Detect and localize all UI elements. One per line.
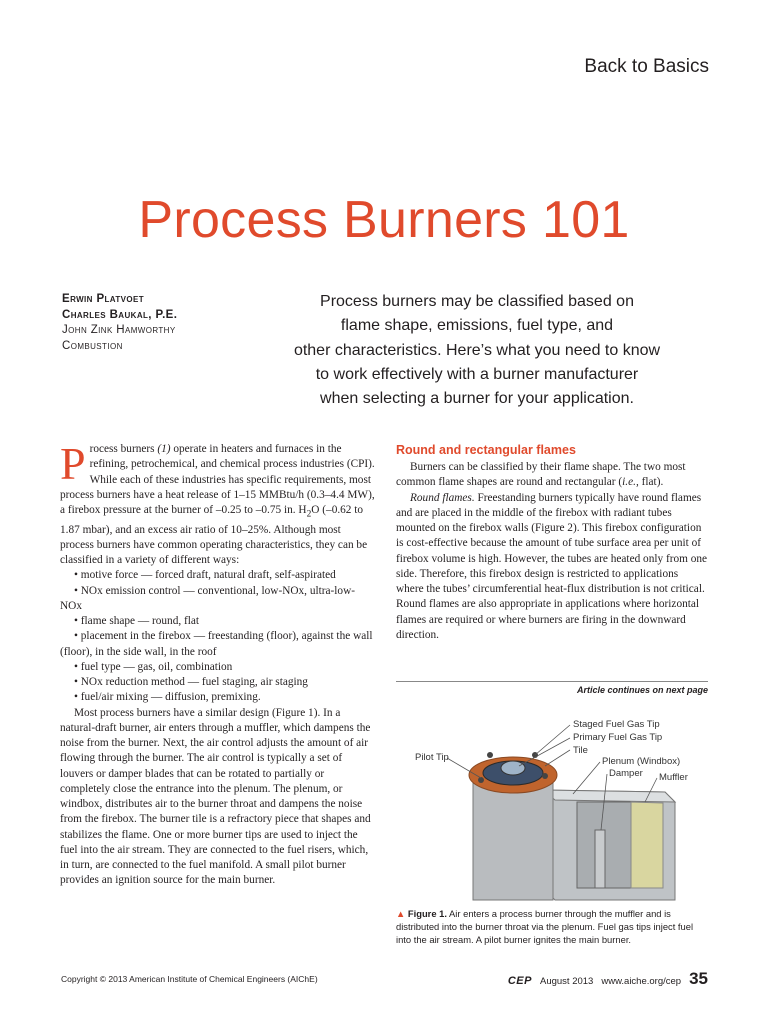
right-column: [396, 442, 708, 643]
bullet-item: • motive force — forced draft, natural draft, self-aspirated: [74, 569, 336, 582]
author-name: Erwin Platvoet: [62, 293, 145, 305]
caption-marker-icon: ▲: [396, 908, 406, 919]
section-label: Back to Basics: [584, 56, 709, 77]
figure-1: [395, 710, 715, 905]
folio: [508, 969, 708, 989]
left-column: [60, 438, 375, 889]
body-paragraph: [396, 460, 708, 491]
staged-tip: [542, 773, 548, 779]
continues-note: Article continues on next page: [576, 685, 708, 695]
bullet-item: • flame shape — round, flat: [74, 615, 200, 627]
bullet-item: • placement in the firebox — freestanding (floor), against the wall (floor), in the side wall, in the roof: [60, 630, 373, 658]
bullet-item: • fuel/air mixing — diffusion, premixing.: [74, 691, 261, 704]
burner-illustration: [395, 710, 715, 905]
run-in-head: Round flames.: [410, 491, 475, 504]
reference-number: (1): [157, 443, 171, 455]
callout-tile: Tile: [573, 745, 588, 756]
leader-line: [573, 762, 600, 794]
deck-line: Process burners may be classified based on: [320, 293, 634, 310]
page-title: Process Burners 101: [138, 191, 630, 249]
plenum-top: [543, 790, 675, 802]
body-paragraph: [396, 491, 708, 644]
body-text: Burners can be classified by their flame shape. The two most common flame shapes are round and rectangular (: [396, 461, 686, 489]
callout-primary: Primary Fuel Gas Tip: [573, 732, 663, 743]
leader-line: [545, 750, 570, 766]
damper-blade: [595, 830, 605, 888]
callout-plenum: Plenum (Windbox): [602, 756, 681, 767]
journal-url: www.aiche.org/cep: [601, 976, 682, 987]
deck-line: to work effectively with a burner manufacturer: [315, 365, 639, 383]
callout-staged: Staged Fuel Gas Tip: [573, 719, 660, 730]
muffler-insulation: [631, 802, 663, 888]
caption-label: Figure 1.: [407, 908, 447, 919]
intro-text: operate in heaters and furnaces in the refining, petrochemical, and chemical process industries (CPI). While each of these industries has specific requirements, most process burners have a heat release of 1–15 MMBtu/h (0.3–4.4 MW), a firebox pressure at the burner of –0.25 to –0.75 in. H: [60, 443, 375, 516]
callout-muffler: Muffler: [659, 772, 688, 783]
body-text-italic: i.e.,: [622, 476, 639, 489]
deck-line: flame shape, emissions, fuel type, and: [340, 317, 614, 335]
bullet-item: • NOx reduction method — fuel staging, air staging: [74, 676, 308, 688]
author-affiliation: Combustion: [62, 339, 123, 352]
body-paragraph: Most process burners have a similar design (Figure 1). In a natural-draft burner, air enters through a muffler, which dampens the noise from the burner. Next, the air control adjusts the amount of air flowing through the burner. The air control is typically a set of louvers or damper blades that can be rotated to partially or completely close the entrance into the plenum. The plenum, or windbox, distributes air to the burner throat and dampens the noise from the firebox. The burner tile is a refractory piece that shapes and stabilizes the flame. One or more burner tips are used to inject the fuel into the air stream. They are connected to the fuel risers, which, in turn, are connected to the fuel manifold. A small pilot burner provides an ignition source for the main burner.: [60, 706, 371, 887]
cep-logo: CEP: [507, 975, 532, 987]
divider: [396, 681, 708, 682]
drop-cap: P: [60, 438, 86, 489]
section-subhead: Round and rectangular flames: [396, 443, 576, 457]
callout-damper: Damper: [609, 768, 643, 779]
callout-pilot: Pilot Tip: [415, 752, 449, 763]
leader-line: [535, 725, 570, 755]
primary-tip: [501, 761, 525, 775]
subscript: 2: [306, 509, 312, 520]
burner-cylinder: [473, 775, 553, 900]
issue-date: August 2013: [539, 976, 594, 987]
body-text: Freestanding burners typically have round flames and are placed in the middle of the firebox with radiant tubes mounted on the firebox walls (Figure 2). This firebox configuration is cost-effective because the amount of tube surface area per unit of firebox volume is high. However, the tubes are heated only from one side. Therefore, this firebox design is restricted to applications where the tubes’ circumferential heat-flux distribution is not critical. Round flames are also appropriate in applications where horizontal flames are required or where burners are firing in the downward direction.: [396, 491, 708, 641]
body-text: flat).: [638, 476, 664, 489]
deck-line: other characteristics. Here’s what you need to know: [293, 341, 661, 359]
intro-text: O (–0.62 to 1.87 mbar), and an excess air ratio of 10–25%. Although most process burners have common operating characteristics, they can be classified in a variety of different ways:: [60, 504, 368, 566]
bullet-item: • fuel type — gas, oil, combination: [74, 660, 233, 673]
page-number: 35: [689, 969, 708, 988]
staged-tip: [487, 752, 493, 758]
caption-text: Air enters a process burner through the muffler and is distributed into the burner throat via the plenum. Fuel gas tips inject fuel into the air stream. A pilot burner ignites the main burner.: [396, 908, 694, 945]
article-deck: [262, 290, 692, 411]
figure-caption: [396, 907, 708, 946]
deck-line: when selecting a burner for your application.: [320, 390, 634, 408]
author-name: Charles Baukal, P.E.: [62, 308, 178, 321]
intro-paragraph: [60, 438, 375, 568]
leader-line: [519, 738, 570, 766]
bullet-item: • NOx emission control — conventional, low-NOx, ultra-low-NOx: [60, 584, 355, 612]
copyright-line: Copyright © 2013 American Institute of Chemical Engineers (AIChE): [61, 974, 318, 984]
author-affiliation: John Zink Hamworthy: [62, 324, 176, 336]
intro-text: rocess burners: [89, 443, 158, 455]
author-block: [62, 292, 262, 354]
